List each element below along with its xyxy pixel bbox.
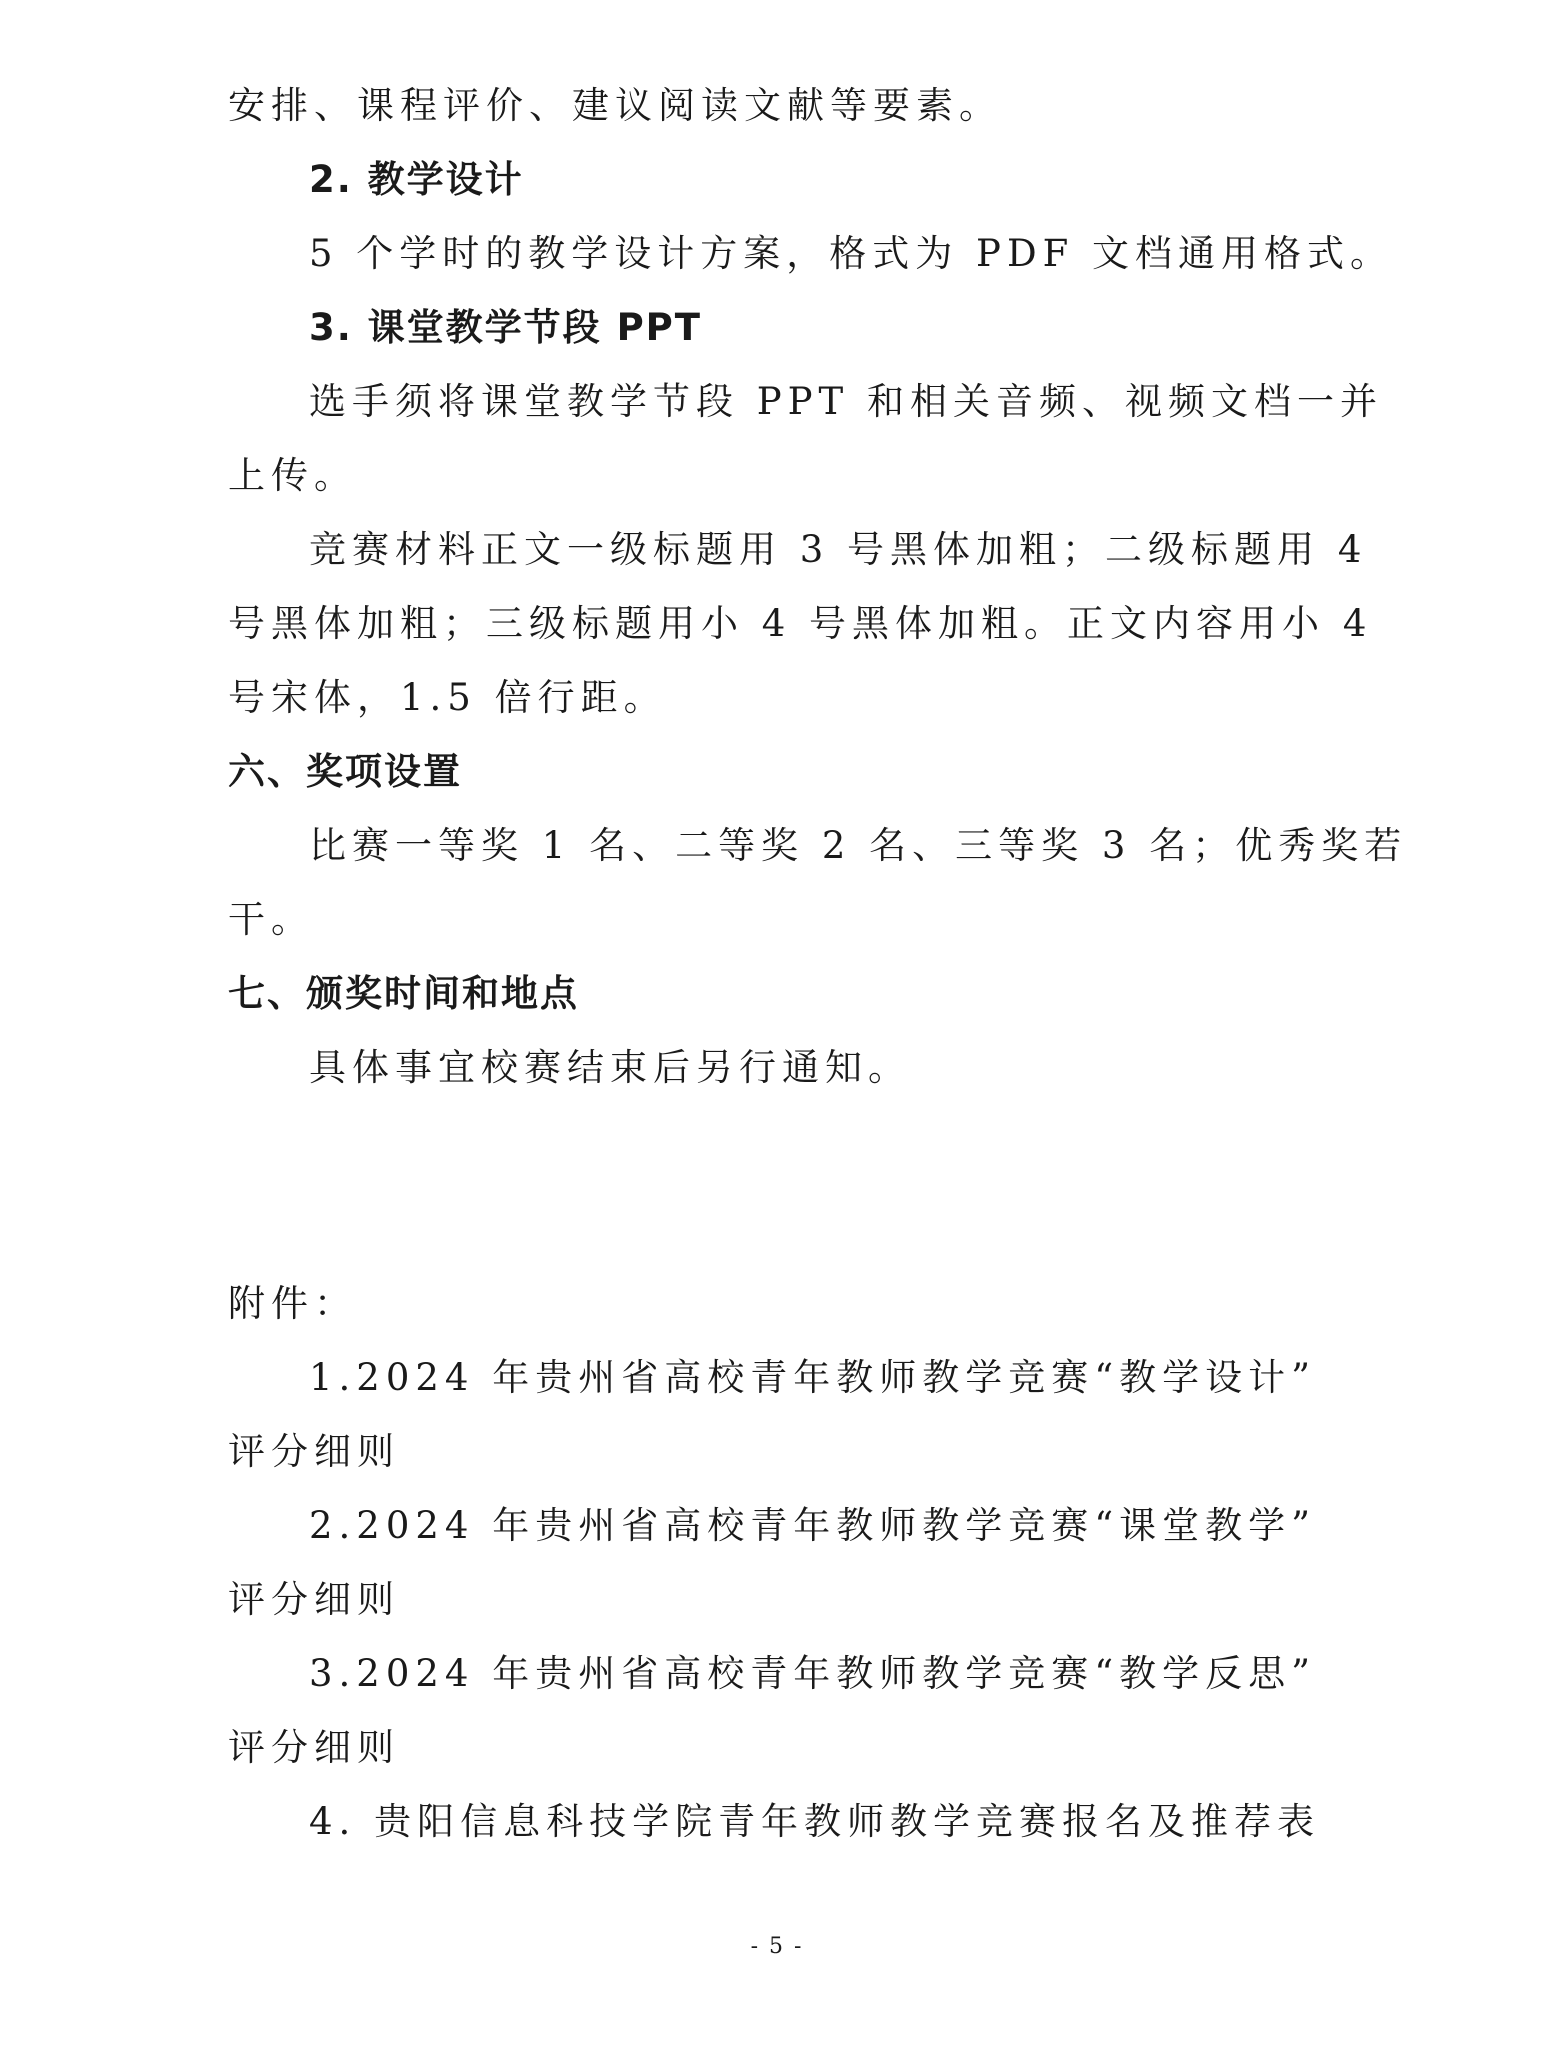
body-text-line: 比赛一等奖 1 名、二等奖 2 名、三等奖 3 名；优秀奖若 [309,824,1408,867]
attachment-item: 2.2024 年贵州省高校青年教师教学竞赛“课堂教学” [309,1504,1317,1547]
body-text-line: 具体事宜校赛结束后另行通知。 [309,1046,911,1089]
section-heading-awards: 六、奖项设置 [228,750,462,793]
page-number: - 5 - [750,1934,804,1959]
subheading-classroom-ppt: 3. 课堂教学节段 PPT [309,306,703,349]
attachment-item: 1.2024 年贵州省高校青年教师教学竞赛“教学设计” [309,1356,1317,1399]
subheading-teaching-design: 2. 教学设计 [309,158,524,201]
body-text-line: 上传。 [228,454,357,497]
attachment-item-continued: 评分细则 [228,1726,400,1769]
body-text-line: 号黑体加粗；三级标题用小 4 号黑体加粗。正文内容用小 4 [228,602,1373,645]
body-text-line: 号宋体，1.5 倍行距。 [228,676,667,719]
attachment-item: 4. 贵阳信息科技学院青年教师教学竞赛报名及推荐表 [309,1800,1321,1843]
body-text-line: 安排、课程评价、建议阅读文献等要素。 [228,84,1002,127]
attachment-item: 3.2024 年贵州省高校青年教师教学竞赛“教学反思” [309,1652,1317,1695]
body-text-line: 干。 [228,898,314,941]
attachments-label: 附件： [228,1282,357,1325]
attachment-item-continued: 评分细则 [228,1578,400,1621]
attachment-item-continued: 评分细则 [228,1430,400,1473]
body-text-line: 5 个学时的教学设计方案，格式为 PDF 文档通用格式。 [309,232,1394,275]
body-text-line: 竞赛材料正文一级标题用 3 号黑体加粗；二级标题用 4 [309,528,1368,571]
section-heading-ceremony: 七、颁奖时间和地点 [228,972,579,1015]
body-text-line: 选手须将课堂教学节段 PPT 和相关音频、视频文档一并 [309,380,1383,423]
